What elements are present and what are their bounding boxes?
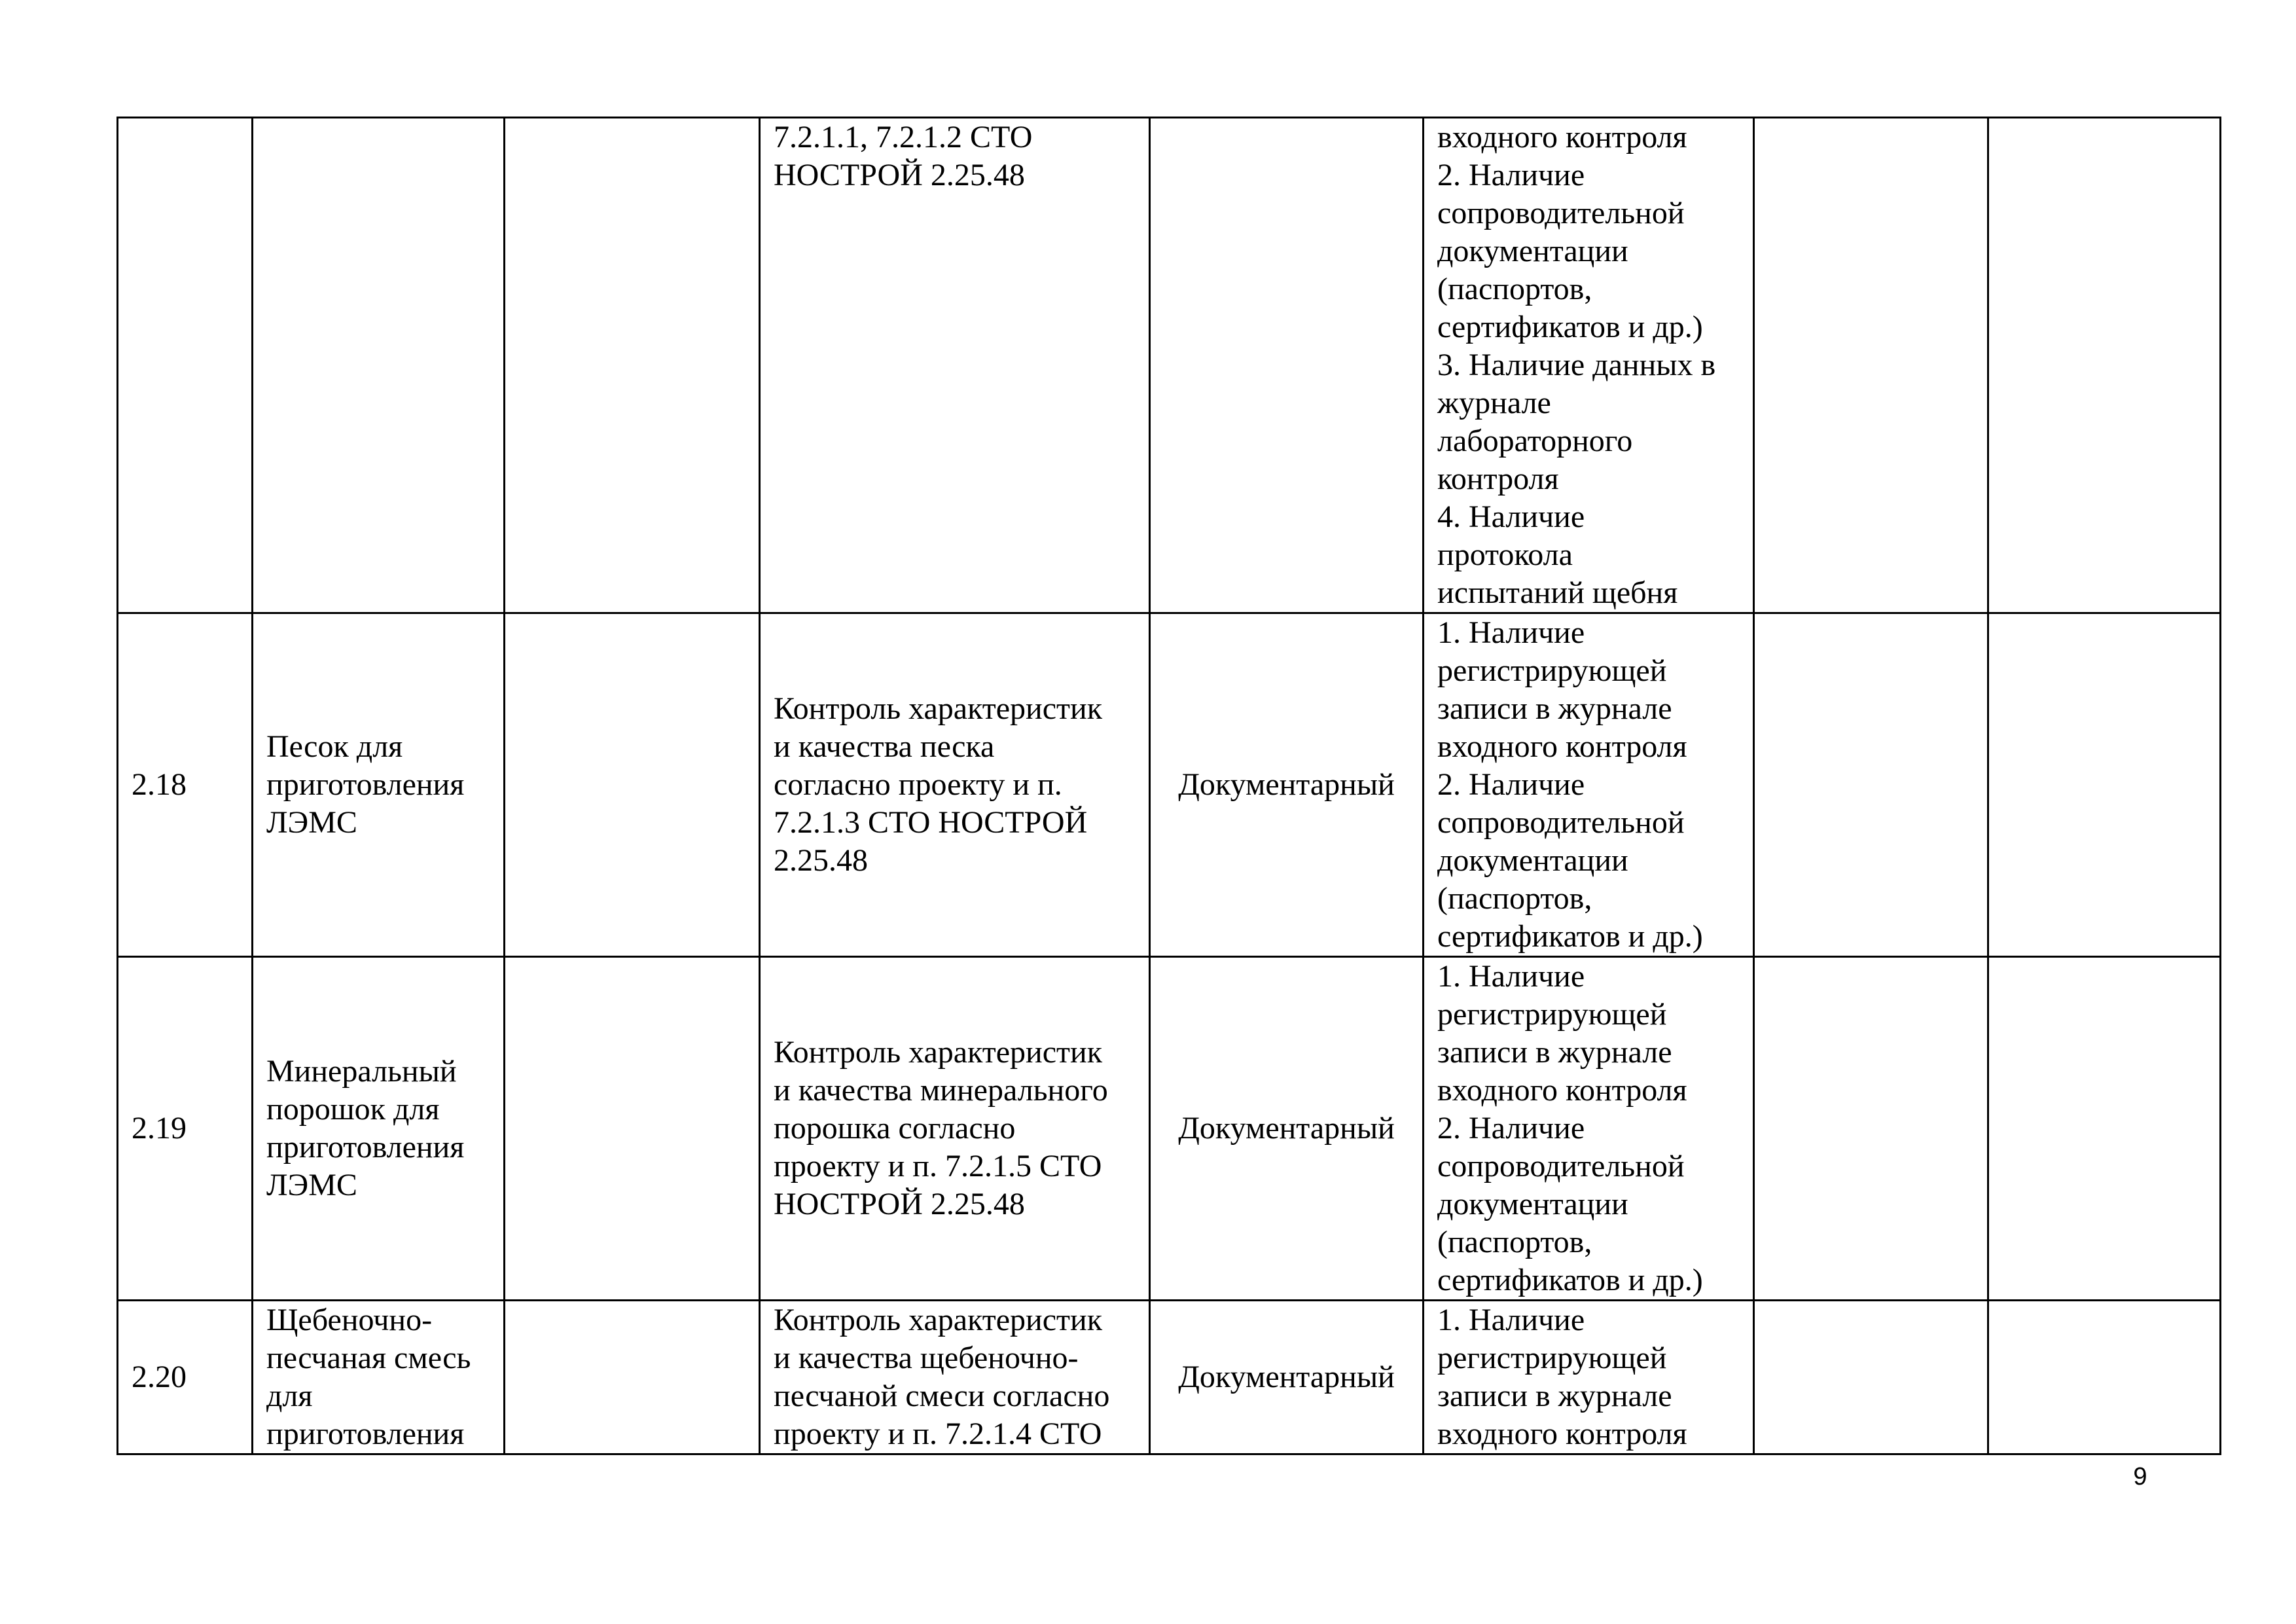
row-number-cell: [118, 118, 253, 613]
control-description-cell: Контроль характеристик и качества минерального порошка согласно проекту и п. 7.2.1.5 СТО НОСТРОЙ 2.25.48: [760, 957, 1150, 1301]
inspection-table: [117, 117, 2221, 1455]
table-row: [118, 957, 2221, 1301]
column-7-cell: [1754, 1301, 1988, 1454]
column-3-cell: [505, 1301, 760, 1454]
column-7-cell: [1754, 613, 1988, 957]
row-number-cell: 2.19: [118, 957, 253, 1301]
control-description-cell: Контроль характеристик и качества песка согласно проекту и п. 7.2.1.3 СТО НОСТРОЙ 2.25.48: [760, 613, 1150, 957]
table-row: [118, 118, 2221, 613]
column-8-cell: [1988, 613, 2221, 957]
criteria-cell: 1. Наличие регистрирующей записи в журнале входного контроля: [1424, 1301, 1754, 1454]
page-number: 9: [2133, 1463, 2147, 1490]
table-row: [118, 613, 2221, 957]
control-method-cell: Документарный: [1150, 613, 1424, 957]
column-3-cell: [505, 613, 760, 957]
material-name-cell: Минеральный порошок для приготовления ЛЭМС: [253, 957, 505, 1301]
column-8-cell: [1988, 957, 2221, 1301]
control-method-cell: Документарный: [1150, 1301, 1424, 1454]
row-number-cell: 2.20: [118, 1301, 253, 1454]
table-row: [118, 1301, 2221, 1454]
criteria-cell: 1. Наличие регистрирующей записи в журнале входного контроля 2. Наличие сопроводительной документации (паспортов, сертификатов и др.): [1424, 957, 1754, 1301]
material-name-cell: Щебеночно- песчаная смесь для приготовления: [253, 1301, 505, 1454]
column-8-cell: [1988, 1301, 2221, 1454]
column-8-cell: [1988, 118, 2221, 613]
control-method-cell: Документарный: [1150, 957, 1424, 1301]
control-method-cell: [1150, 118, 1424, 613]
row-number-cell: 2.18: [118, 613, 253, 957]
column-7-cell: [1754, 957, 1988, 1301]
control-description-cell: Контроль характеристик и качества щебеночно- песчаной смеси согласно проекту и п. 7.2.1.4 СТО: [760, 1301, 1150, 1454]
column-3-cell: [505, 957, 760, 1301]
material-name-cell: Песок для приготовления ЛЭМС: [253, 613, 505, 957]
criteria-cell: входного контроля 2. Наличие сопроводительной документации (паспортов, сертификатов и др.) 3. Наличие данных в журнале лабораторного контроля 4. Наличие протокола испытаний щебня: [1424, 118, 1754, 613]
control-description-cell: 7.2.1.1, 7.2.1.2 СТО НОСТРОЙ 2.25.48: [760, 118, 1150, 613]
material-name-cell: [253, 118, 505, 613]
column-7-cell: [1754, 118, 1988, 613]
criteria-cell: 1. Наличие регистрирующей записи в журнале входного контроля 2. Наличие сопроводительной документации (паспортов, сертификатов и др.): [1424, 613, 1754, 957]
column-3-cell: [505, 118, 760, 613]
